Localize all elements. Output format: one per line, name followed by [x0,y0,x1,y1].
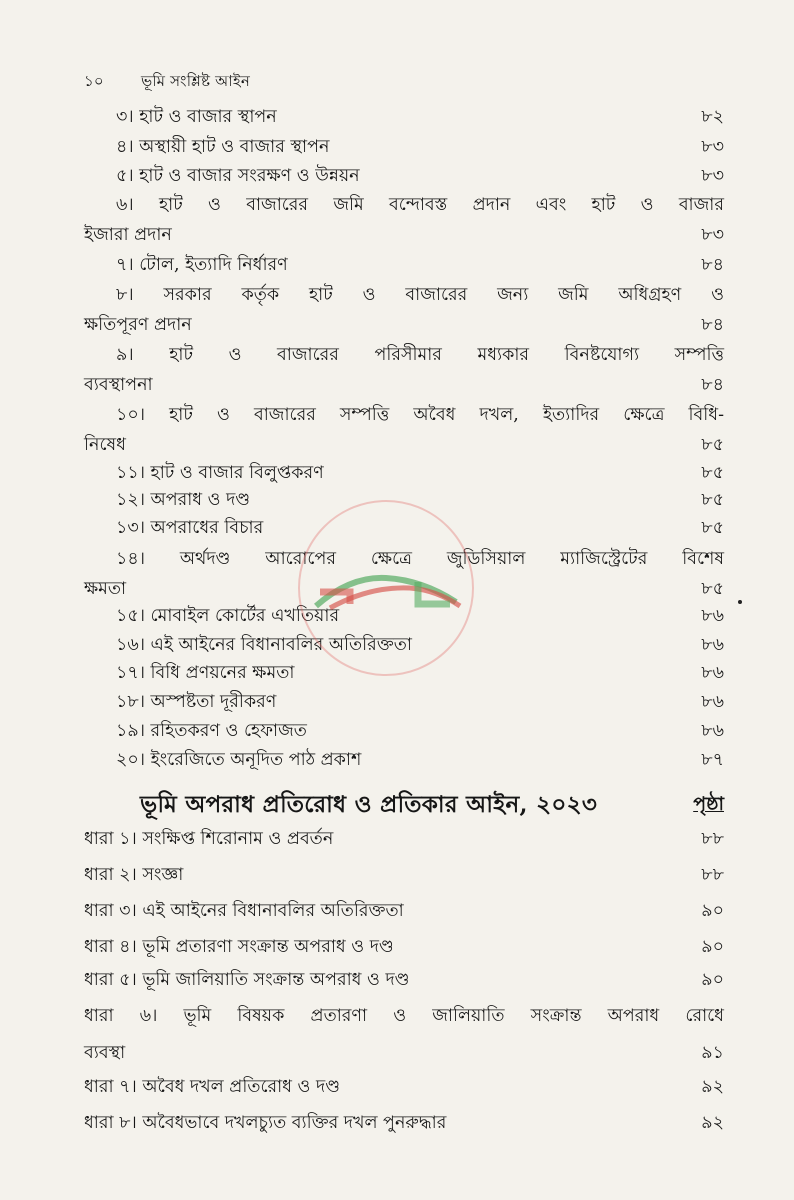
toc-entry-text-line2: ব্যবস্থাপনা [84,375,153,395]
toc-entry-page: ৮৪ [701,315,724,335]
toc-entry-text-line2: নিষেধ [84,435,126,455]
toc-entry-page: ৯২ [701,1113,724,1133]
toc-entry-text: ১৫। মোবাইল কোর্টের এখতিয়ার [116,606,340,626]
toc-entry-page: ৮৬ [701,606,724,626]
toc-entry-page: ৮৩ [701,137,724,157]
toc-entry-page: ৯০ [701,901,724,921]
toc-entry-text-line2: ব্যবস্থা [84,1043,126,1063]
toc-entry-text: ধারা ৪। ভূমি প্রতারণা সংক্রান্ত অপরাধ ও দণ্ড [84,937,394,957]
ink-dot [738,600,742,604]
toc-entry-text-line1: ধারা ৬। ভূমি বিষয়ক প্রতারণা ও জালিয়াতি সংক্রান্ত অপরাধ রোধে [84,1006,724,1026]
toc-entry-text-line1: ৯। হাট ও বাজারের পরিসীমার মধ্যকার বিনষ্টযোগ্য সম্পত্তি [116,345,724,365]
toc-entry-text-line2: ক্ষতিপূরণ প্রদান [84,315,192,335]
toc-entry-page: ৯০ [701,937,724,957]
toc-entry-page: ৮৬ [701,663,724,683]
toc-entry-text: ১৯। রহিতকরণ ও হেফাজত [116,721,307,741]
toc-entry-page: ৮৫ [701,518,724,538]
toc-entry-text-line1: ৬। হাট ও বাজারের জমি বন্দোবস্ত প্রদান এবং হাট ও বাজার [116,195,724,215]
toc-entry-page: ৯১ [701,1043,724,1063]
toc-entry-text: ৪। অস্থায়ী হাট ও বাজার স্থাপন [116,137,330,157]
law-title: ভূমি অপরাধ প্রতিরোধ ও প্রতিকার আইন, ২০২৩ [140,791,598,818]
toc-entry-page: ৮৫ [701,490,724,510]
toc-entry-text: ১৭। বিধি প্রণয়নের ক্ষমতা [116,663,295,683]
toc-entry-page: ৮৫ [701,435,724,455]
toc-entry-text-line2: ক্ষমতা [84,579,127,599]
toc-entry-page: ৯০ [701,970,724,990]
toc-entry-page: ৮৬ [701,721,724,741]
toc-entry-text: ২০। ইংরেজিতে অনূদিত পাঠ প্রকাশ [116,750,362,770]
toc-entry-text: ১৮। অস্পষ্টতা দূরীকরণ [116,692,277,712]
toc-entry-text: ৫। হাট ও বাজার সংরক্ষণ ও উন্নয়ন [116,166,360,186]
toc-entry-text: ধারা ৩। এই আইনের বিধানাবলির অতিরিক্ততা [84,901,404,921]
toc-entry-text: ১৬। এই আইনের বিধানাবলির অতিরিক্ততা [116,635,412,655]
page-header [84,70,250,95]
watermark-logo [298,500,474,676]
toc-entry-text-line1: ৮। সরকার কর্তৃক হাট ও বাজারের জন্য জমি অধিগ্রহণ ও [116,285,724,305]
toc-entry-page: ৯২ [701,1077,724,1097]
toc-entry-page: ৮৫ [701,463,724,483]
toc-entry-page: ৮৭ [701,750,724,770]
toc-entry-text: ধারা ২। সংজ্ঞা [84,865,184,885]
toc-entry-page: ৮৮ [701,865,724,885]
toc-entry-text: ধারা ৮। অবৈধভাবে দখলচ্যুত ব্যক্তির দখল পুনরুদ্ধার [84,1113,447,1133]
toc-entry-text: ১২। অপরাধ ও দণ্ড [116,490,251,510]
watermark-emblem-icon [310,572,462,610]
toc-entry-text: ৭। টোল, ইত্যাদি নির্ধারণ [116,255,288,275]
running-title: ভূমি সংশ্লিষ্ট আইন [140,72,250,90]
toc-entry-page: ৮৮ [701,829,724,849]
toc-entry-page: ৮৬ [701,635,724,655]
toc-entry-page: ৮৪ [701,255,724,275]
toc-entry-page: ৮২ [701,107,724,127]
toc-entry-text: ৩। হাট ও বাজার স্থাপন [116,107,277,127]
toc-entry-page: ৮৪ [701,375,724,395]
toc-entry-text: ১১। হাট ও বাজার বিলুপ্তকরণ [116,463,324,483]
toc-entry-page: ৮৩ [701,225,724,245]
toc-entry-text: ধারা ৭। অবৈধ দখল প্রতিরোধ ও দণ্ড [84,1077,341,1097]
toc-entry-text: ধারা ৫। ভূমি জালিয়াতি সংক্রান্ত অপরাধ ও দণ্ড [84,970,410,990]
toc-entry-text: ১৩। অপরাধের বিচার [116,518,264,538]
page-column-label: পৃষ্ঠা [693,793,724,815]
toc-entry-text-line2: ইজারা প্রদান [84,225,172,245]
toc-entry-text: ধারা ১। সংক্ষিপ্ত শিরোনাম ও প্রবর্তন [84,829,334,849]
toc-entry-text-line1: ১০। হাট ও বাজারের সম্পত্তি অবৈধ দখল, ইত্যাদির ক্ষেত্রে বিধি- [116,405,724,425]
toc-entry-text-line1: ১৪। অর্থদণ্ড আরোপের ক্ষেত্রে জুডিসিয়াল ম্যাজিস্ট্রেটের বিশেষ [116,549,724,569]
toc-entry-page: ৮৩ [701,166,724,186]
toc-entry-page: ৮৫ [701,579,724,599]
page-number: ১০ [84,72,104,90]
toc-entry-page: ৮৬ [701,692,724,712]
